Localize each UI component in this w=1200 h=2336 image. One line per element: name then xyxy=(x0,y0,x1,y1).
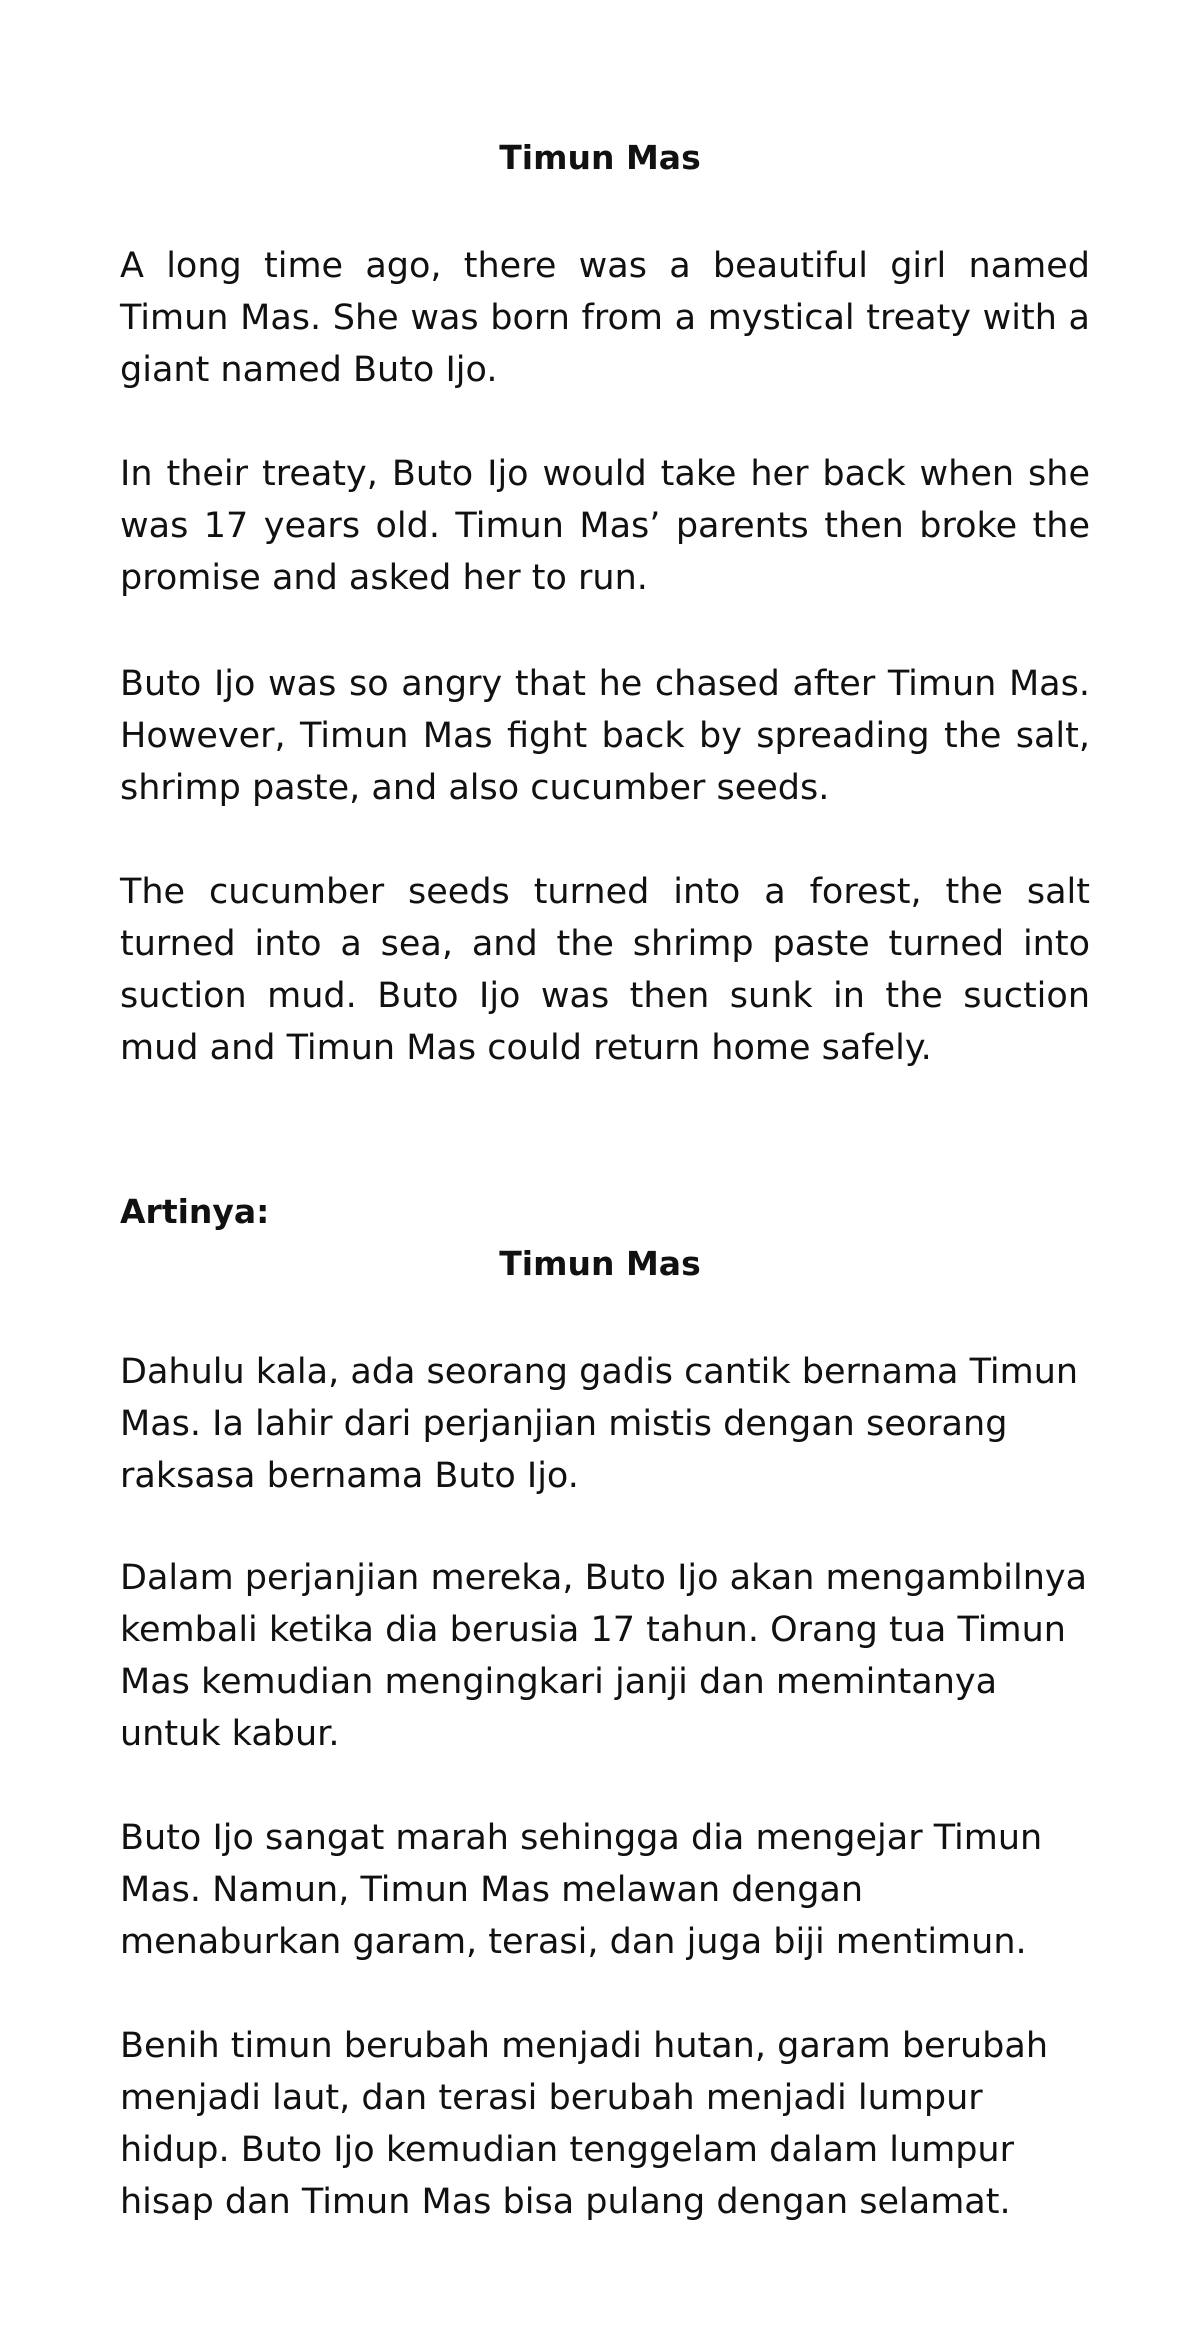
story-title: Timun Mas xyxy=(499,138,701,177)
translation-paragraph-3: Buto Ijo sangat marah sehingga dia mengejar Timun Mas. Namun, Timun Mas melawan dengan menaburkan garam, terasi, dan juga biji mentimun. xyxy=(120,1818,1043,1962)
translation-title: Timun Mas xyxy=(499,1244,701,1283)
translation-label: Artinya: xyxy=(120,1192,270,1231)
story-paragraph-1: A long time ago, there was a beautiful girl named Timun Mas. She was born from a mystical treaty with a giant named Buto Ijo. xyxy=(120,246,1090,390)
story-paragraph-4: The cucumber seeds turned into a forest, the salt turned into a sea, and the shrimp paste turned into suction mud. Buto Ijo was then sunk in the suction mud and Timun Mas could return home safely. xyxy=(120,872,1090,1068)
story-paragraph-3: Buto Ijo was so angry that he chased after Timun Mas. However, Timun Mas fight back by spreading the salt, shrimp paste, and also cucumber seeds. xyxy=(120,664,1090,808)
translation-paragraph-2: Dalam perjanjian mereka, Buto Ijo akan mengambilnya kembali ketika dia berusia 17 tahun. Orang tua Timun Mas kemudian mengingkari janji dan memintanya untuk kabur. xyxy=(120,1558,1088,1754)
translation-paragraph-1: Dahulu kala, ada seorang gadis cantik bernama Timun Mas. Ia lahir dari perjanjian mistis dengan seorang raksasa bernama Buto Ijo. xyxy=(120,1352,1079,1496)
story-paragraph-2: In their treaty, Buto Ijo would take her back when she was 17 years old. Timun Mas’ parents then broke the promise and asked her to run. xyxy=(120,454,1090,598)
translation-paragraph-4: Benih timun berubah menjadi hutan, garam berubah menjadi laut, dan terasi berubah menjadi lumpur hidup. Buto Ijo kemudian tenggelam dalam lumpur hisap dan Timun Mas bisa pulang dengan selamat. xyxy=(120,2026,1048,2222)
